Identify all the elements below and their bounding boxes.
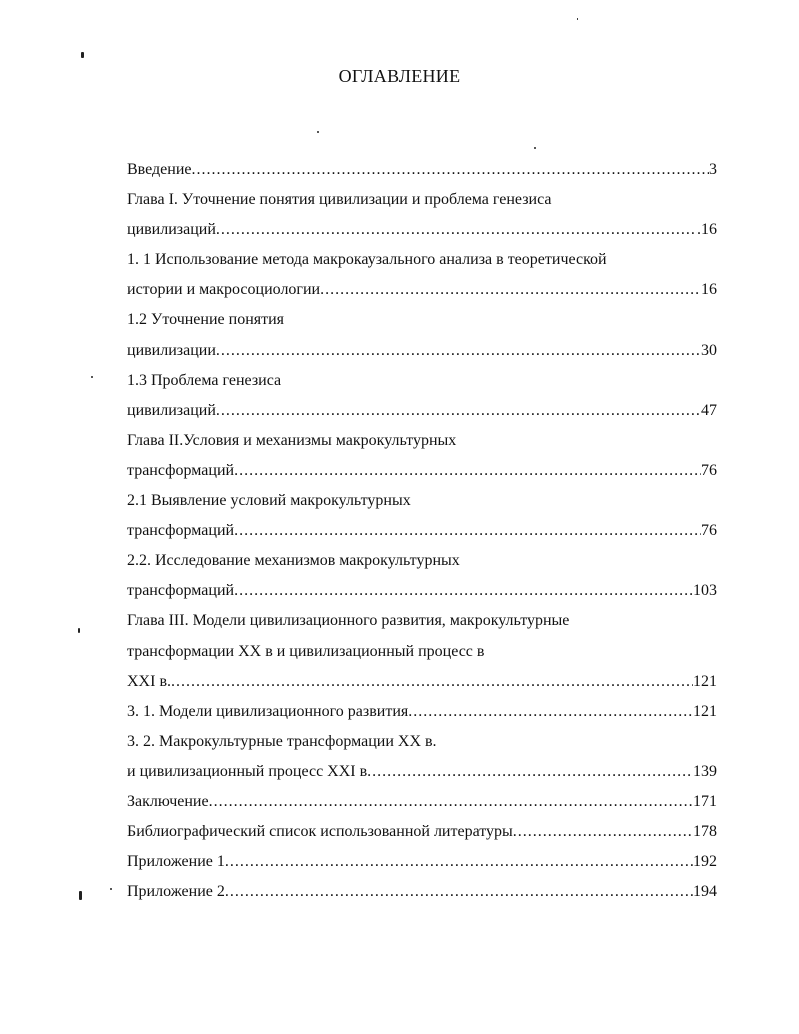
scan-speck: [317, 131, 319, 133]
toc-entry: [127, 305, 717, 365]
page-title: ОГЛАВЛЕНИЕ: [338, 66, 461, 86]
dot-leader: [320, 275, 701, 305]
toc-entry-title: 3. 1. Модели цивилизационного развития: [127, 702, 409, 720]
toc-entry: [127, 546, 717, 606]
scan-speck: [534, 147, 536, 149]
toc-entry-line: [127, 576, 717, 606]
scan-speck: [110, 888, 112, 890]
dot-leader: [216, 336, 701, 366]
toc-entry-text-line: Глава II.Условия и механизмы макрокультурных: [127, 431, 457, 449]
toc-entry-line: [127, 456, 717, 486]
toc-entry-line: [127, 336, 717, 366]
toc-entry-title: цивилизаций: [127, 401, 216, 419]
toc-entry-line: [127, 275, 717, 305]
dot-leader: [171, 667, 693, 697]
dot-leader: [225, 877, 693, 907]
dot-leader: [367, 757, 693, 787]
toc-entry-title: Приложение 1: [127, 853, 225, 871]
toc-page-number: 121: [693, 702, 717, 720]
toc-page-number: 16: [701, 281, 717, 299]
dot-leader: [216, 215, 697, 245]
table-of-contents: [127, 155, 717, 907]
toc-page-number: 178: [693, 823, 717, 841]
toc-page-number: 194: [693, 883, 717, 901]
toc-page-number: 47: [701, 401, 717, 419]
toc-entry: [127, 847, 717, 877]
toc-page-number: .16: [697, 221, 717, 239]
toc-page-number: 121: [693, 672, 717, 690]
toc-entry-title: цивилизаций: [127, 221, 216, 239]
toc-entry-title: Введение: [127, 161, 192, 178]
scan-speck: [78, 628, 80, 633]
toc-entry: [127, 817, 717, 847]
toc-entry: [127, 606, 717, 696]
toc-entry-line: [127, 396, 717, 426]
toc-page-number: 171: [693, 792, 717, 810]
toc-entry-title: Приложение 2: [127, 883, 225, 901]
toc-entry-title: Библиографический список использованной литературы: [127, 823, 513, 841]
dot-leader: [234, 516, 701, 546]
toc-entry: [127, 727, 717, 787]
toc-entry-text-line: 1. 1 Использование метода макрокаузального анализа в теоретической: [127, 251, 607, 269]
toc-entry-title: трансформаций: [127, 461, 235, 479]
toc-entry: [127, 245, 717, 305]
toc-page-number: 192: [693, 853, 717, 871]
toc-entry: [127, 185, 717, 245]
toc-entry-line: [127, 757, 717, 787]
toc-page-number: 76: [701, 522, 717, 540]
toc-entry-text-line: 3. 2. Макрокультурные трансформации XX в.: [127, 732, 437, 750]
toc-entry-text-line: трансформации XX в и цивилизационный процесс в: [127, 642, 485, 660]
toc-entry-text-line: Глава I. Уточнение понятия цивилизации и проблема генезиса: [127, 191, 552, 209]
scan-speck: [79, 891, 82, 900]
toc-entry-title: трансформаций: [127, 522, 235, 540]
dot-leader: [225, 847, 693, 877]
toc-entry-title: Заключение: [127, 792, 209, 810]
toc-entry: [127, 155, 717, 185]
toc-entry: [127, 697, 717, 727]
toc-entry: [127, 877, 717, 907]
toc-entry-line: [127, 215, 717, 245]
toc-entry-line: [127, 697, 717, 727]
toc-entry-line: [127, 817, 717, 847]
toc-entry-line: [127, 847, 717, 877]
toc-entry-line: [127, 667, 717, 697]
toc-entry-line: [127, 516, 717, 546]
toc-entry-title: цивилизации: [127, 341, 216, 359]
toc-entry-line: [127, 787, 717, 817]
dot-leader: [234, 576, 693, 606]
scan-speck: [91, 376, 93, 378]
dot-leader: [234, 456, 701, 486]
dot-leader: [408, 697, 693, 727]
dot-leader: [192, 155, 710, 185]
toc-entry-line: [127, 877, 717, 907]
toc-entry-text-line: 1.2 Уточнение понятия: [127, 311, 285, 329]
dot-leader: [216, 396, 701, 426]
toc-entry: [127, 366, 717, 426]
toc-page-number: 3: [709, 161, 717, 178]
toc-entry: [127, 787, 717, 817]
toc-entry: [127, 486, 717, 546]
toc-entry-line: [127, 155, 717, 185]
toc-entry-text-line: 1.3 Проблема генезиса: [127, 371, 282, 389]
dot-leader: [513, 817, 693, 847]
toc-entry: [127, 426, 717, 486]
toc-entry-text-line: Глава III. Модели цивилизационного развития, макрокультурные: [127, 612, 570, 630]
toc-page-number: 76: [701, 461, 717, 479]
toc-entry-title: и цивилизационный процесс XXI в: [127, 762, 368, 780]
toc-entry-title: трансформаций: [127, 582, 235, 600]
dot-leader: [209, 787, 693, 817]
toc-page-number: 30: [701, 341, 717, 359]
toc-entry-text-line: 2.1 Выявление условий макрокультурных: [127, 492, 411, 510]
toc-entry-title: XXI в.: [127, 672, 171, 690]
toc-page-number: 139: [693, 762, 717, 780]
scan-speck: [577, 18, 578, 20]
toc-entry-text-line: 2.2. Исследование механизмов макрокультурных: [127, 552, 460, 570]
toc-entry-title: истории и макросоциологии: [127, 281, 321, 299]
scan-speck: [81, 52, 84, 58]
toc-page-number: 103: [693, 582, 717, 600]
